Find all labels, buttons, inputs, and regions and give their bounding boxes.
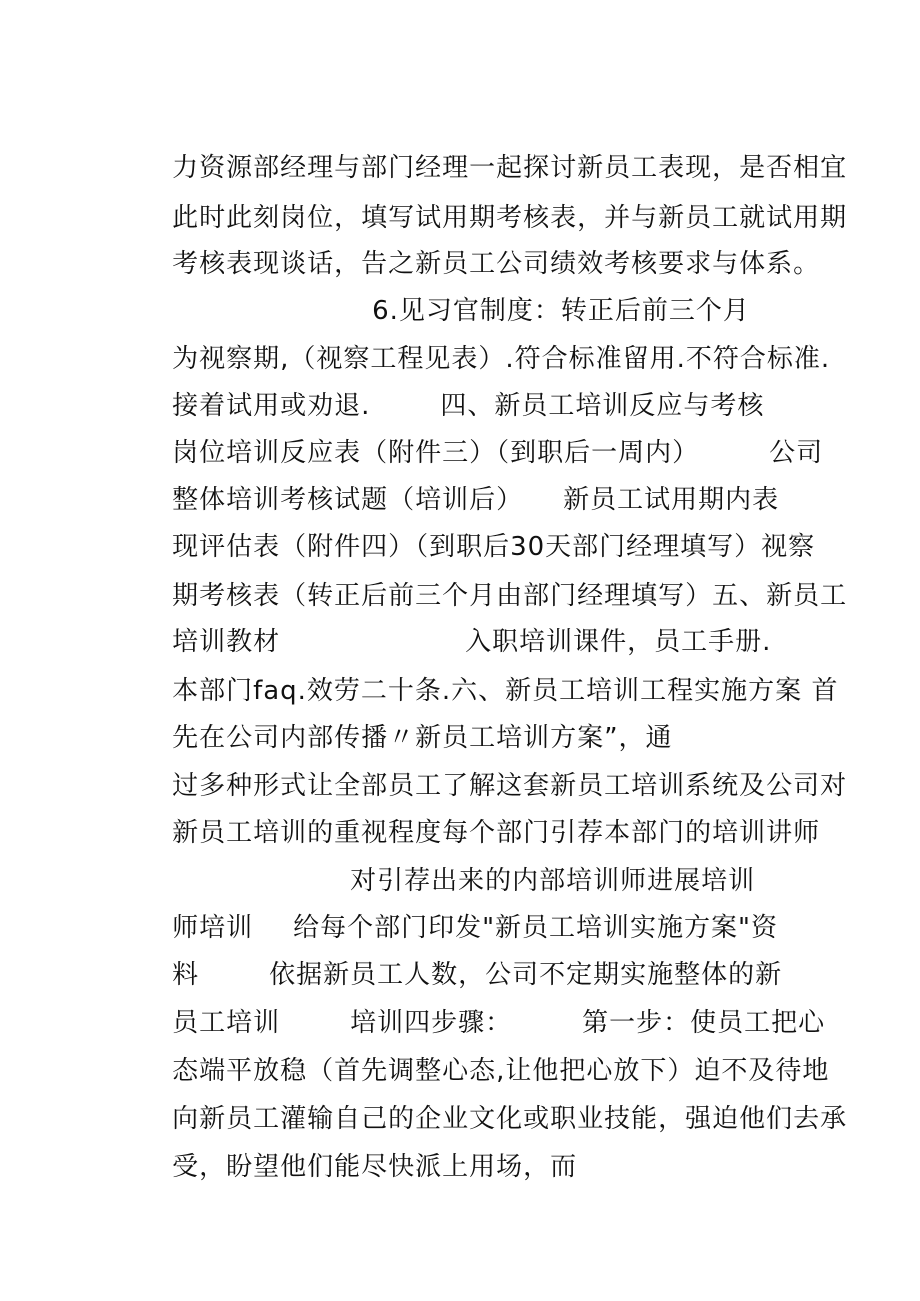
text-segment: 培训四步骤： bbox=[350, 1008, 513, 1038]
text-segment: 接着试用或劝退. bbox=[172, 391, 371, 421]
text-segment: 为视察期,（视察工程见表）.符合标准留用.不符合标准. bbox=[172, 344, 831, 374]
text-segment: 对引荐出来的内部培训师进展培训 bbox=[350, 866, 756, 896]
text-segment: 力资源部经理与部门经理一起探讨新员工表现，是否相宜 bbox=[172, 153, 848, 183]
text-segment: 此时此刻岗位，填写试用期考核表，并与新员工就试用期 bbox=[172, 203, 848, 233]
text-line bbox=[135, 1116, 577, 1218]
text-segment: 师培训 bbox=[172, 913, 254, 943]
text-segment: 新员工培训的重视程度每个部门引荐本部门的培训讲师 bbox=[172, 818, 821, 848]
text-segment: 受，盼望他们能尽快派上用场，而 bbox=[172, 1152, 578, 1182]
text-segment: 现评估表（附件四）（到职后30天部门经理填写）视察 bbox=[172, 532, 816, 562]
text-segment: 料 bbox=[172, 960, 200, 990]
text-segment: 公司 bbox=[769, 438, 824, 468]
text-segment: 第一步：使员工把心 bbox=[582, 1008, 826, 1038]
text-segment: 6.见习官制度：转正后前三个月 bbox=[372, 296, 750, 326]
text-segment: 整体培训考核试题（培训后） bbox=[172, 485, 524, 515]
text-segment: 先在公司内部传播〃新员工培训方案”，通 bbox=[172, 723, 673, 753]
text-segment: 过多种形式让全部员工了解这套新员工培训系统及公司对 bbox=[172, 771, 848, 801]
text-segment: 新员工试用期内表 bbox=[563, 485, 780, 515]
text-segment: 依据新员工人数，公司不定期实施整体的新 bbox=[269, 960, 783, 990]
text-segment: 本部门faq.效劳二十条.六、新员工培训工程实施方案 首 bbox=[172, 676, 839, 706]
text-segment: 入职培训课件，员工手册. bbox=[465, 627, 772, 657]
text-segment: 期考核表（转正后前三个月由部门经理填写）五、新员工 bbox=[172, 581, 848, 611]
text-segment: 考核表现谈话，告之新员工公司绩效考核要求与体系。 bbox=[172, 249, 821, 279]
section-heading: 四、新员工培训反应与考核 bbox=[440, 391, 765, 421]
text-segment: 态端平放稳（首先调整心态,让他把心放下）迫不及待地 bbox=[172, 1056, 830, 1086]
text-segment: 培训教材 bbox=[172, 627, 281, 657]
text-segment: 岗位培训反应表（附件三）（到职后一周内） bbox=[172, 438, 700, 468]
text-segment: 员工培训 bbox=[172, 1008, 281, 1038]
text-segment: 给每个部门印发"新员工培训实施方案"资 bbox=[293, 913, 778, 943]
text-segment: 向新员工灌输自己的企业文化或职业技能，强迫他们去承 bbox=[172, 1104, 848, 1134]
